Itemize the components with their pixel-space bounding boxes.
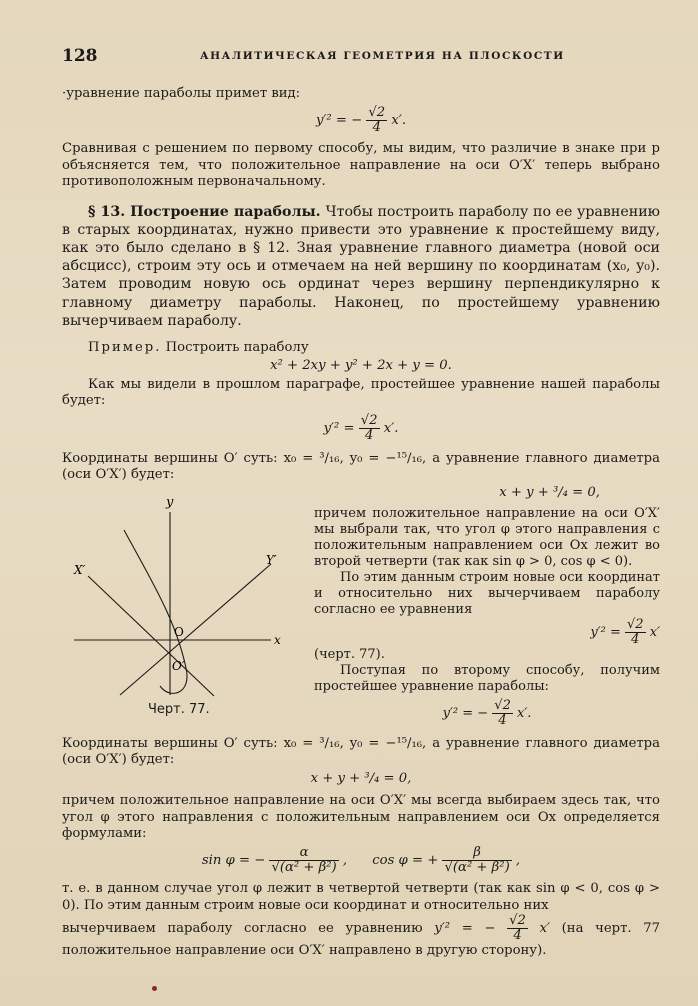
right-column: [314, 506, 660, 730]
equation: y′² = − $\frac{√2}{4}$ x′.: [315, 105, 407, 136]
paragraph: Поступая по второму способу, получим простейшее уравнение параболы:: [314, 663, 660, 694]
paragraph: По этим данным строим новые оси координат и относительно них вычерчиваем параболу согласно ее уравнения: [314, 570, 660, 617]
paragraph: Координаты вершины O′ суть: x₀ = ³/₁₆, y₀ = −¹⁵/₁₆, а уравнение главного диаметра (оси O′X′) будет:: [62, 450, 660, 483]
equation: y′² = $\frac{√2}{4}$ x′.: [323, 412, 399, 443]
equation: x + y + ³/₄ = 0,: [310, 770, 412, 786]
paragraph: причем положительное направление на оси O′X′ мы выбрали так, что угол φ этого направления с положительным направлением оси Ox лежит во второй четверти (так как sin φ > 0, cos φ < 0).: [314, 506, 660, 569]
figure-caption: Черт. 77.: [148, 702, 210, 717]
label-o-prime: O′: [172, 659, 185, 673]
paragraph: Как мы видели в прошлом параграфе, простейшее уравнение нашей параболы будет:: [62, 376, 660, 409]
paragraph: Сравнивая с решением по первому способу, мы видим, что различие в знаке при p объясняется тем, что положительное направление на оси O′X′ теперь выбрано противоположным первоначальному.: [62, 141, 660, 190]
example-line: Пример. Построить параболу: [88, 340, 309, 356]
equation: x² + 2xy + y² + 2x + y = 0.: [270, 358, 452, 374]
running-title: АНАЛИТИЧЕСКАЯ ГЕОМЕТРИЯ НА ПЛОСКОСТИ: [200, 50, 565, 62]
paragraph: Координаты вершины O′ суть: x₀ = ³/₁₆, y₀ = −¹⁵/₁₆, а уравнение главного диаметра (оси O′X′) будет:: [62, 736, 660, 768]
paragraph: т. е. в данном случае угол φ лежит в четвертой четверти (так как sin φ < 0, cos φ > 0). По этим данным строим новые оси координат и относительно них: [62, 881, 660, 913]
label-x-prime: X′: [74, 563, 86, 577]
text-block-top: [62, 86, 660, 504]
x-prime-axis-line: [88, 576, 214, 696]
equation: y′² = $\frac{√2}{4}$ x′: [590, 617, 660, 647]
label-y: y: [166, 495, 174, 510]
equation: x + y + ³/₄ = 0,: [499, 485, 600, 501]
page-number: 128: [62, 46, 98, 66]
text-block-bottom: [62, 736, 660, 960]
equation: y′² = − $\frac{√2}{4}$ x′.: [442, 698, 532, 728]
figure-77: [66, 490, 296, 700]
section-paragraph: § 13. Построение параболы. Чтобы построить параболу по ее уравнению в старых координатах, нужно привести это уравнение к простейшему виду, как это было сделано в § 12. Зная уравнение главного диаметра (новой оси абсцисс), строим эту ось и отмечаем на ней вершину по координатам (x₀, y₀). Затем проводим новую ось ординат через вершину перпендикулярно к главному диаметру параболы. Наконец, по простейшему уравнению вычерчиваем параболу.: [62, 203, 660, 329]
equation-sin-cos: sin φ = − $\frac{\alpha}{\text{√(α² + β²)}}$ , cos φ = + $\frac{\beta}{\text{√(α² + β²)}}$ ,: [201, 845, 521, 876]
y-prime-axis-line: [120, 564, 271, 695]
paragraph: причем положительное направление на оси O′X′ мы всегда выбираем здесь так, что угол φ этого направления с положительным направлением оси Ox определяется формулами:: [62, 793, 660, 842]
ink-spot: [152, 986, 157, 991]
paragraph: (черт. 77).: [314, 647, 385, 662]
paragraph: ·уравнение параболы примет вид:: [62, 86, 301, 101]
section-title: § 13. Построение параболы.: [88, 203, 321, 220]
label-x: x: [274, 633, 281, 647]
label-y-prime: Y′: [266, 553, 277, 567]
paragraph: вычерчиваем параболу согласно ее уравнению y′² = − $\frac{√2}{4}$ x′ (на черт. 77 положительное направление оси O′X′ направлено в другую сторону).: [62, 913, 660, 959]
label-o: O: [174, 625, 184, 639]
